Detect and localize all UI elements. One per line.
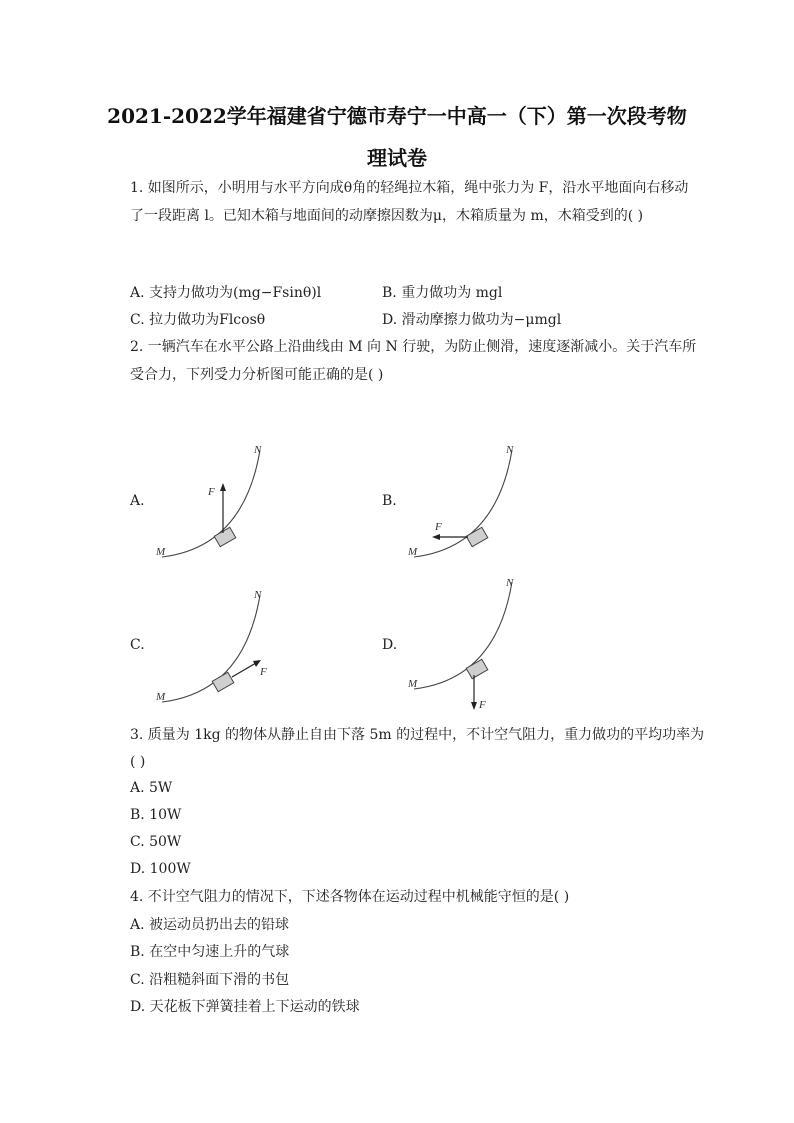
q4-option-c: C. 沿粗糙斜面下滑的书包	[130, 972, 290, 988]
m-label: M	[408, 678, 418, 690]
q3-stem-line1: 3. 质量为 1kg 的物体从静止自由下落 5m 的过程中，不计空气阻力，重力做功的平均功率为	[130, 727, 705, 743]
q2-figure-d	[402, 577, 532, 717]
f-label: F	[208, 486, 215, 498]
q2-option-b-label: B.	[382, 493, 397, 509]
q4-option-a: A. 被运动员扔出去的铅球	[130, 917, 290, 933]
n-label: N	[506, 577, 514, 589]
q1-option-d: D. 滑动摩擦力做功为−μmgl	[382, 312, 562, 328]
q2-figure-c	[150, 585, 280, 715]
q1-stem-line1: 1. 如图所示，小明用与水平方向成θ角的轻绳拉木箱，绳中张力为 F，沿水平地面向右移动	[130, 180, 689, 196]
q1-option-c: C. 拉力做功为Flcosθ	[130, 312, 266, 328]
q1-option-a: A. 支持力做功为(mg−Fsinθ)l	[130, 285, 322, 301]
q3-option-b: B. 10W	[130, 807, 182, 823]
q2-option-a-label: A.	[130, 493, 145, 509]
q3-option-d: D. 100W	[130, 861, 191, 877]
q3-stem-line2: ( )	[130, 754, 146, 770]
f-label: F	[260, 666, 267, 678]
q2-figure-a	[150, 440, 280, 570]
q1-option-b: B. 重力做功为 mgl	[382, 285, 503, 301]
q4-option-d: D. 天花板下弹簧挂着上下运动的铁球	[130, 999, 360, 1015]
q4-stem: 4. 不计空气阻力的情况下，下述各物体在运动过程中机械能守恒的是( )	[130, 889, 570, 905]
q2-stem-line1: 2. 一辆汽车在水平公路上沿曲线由 M 向 N 行驶，为防止侧滑，速度逐渐减小。关于汽车所	[130, 339, 697, 355]
q2-option-d-label: D.	[382, 637, 398, 653]
m-label: M	[156, 691, 166, 703]
n-label: N	[506, 444, 514, 456]
q1-stem-line2: 了一段距离 l。已知木箱与地面间的动摩擦因数为μ，木箱质量为 m，木箱受到的( )	[130, 208, 644, 224]
q2-figure-b	[402, 440, 532, 570]
q4-option-b: B. 在空中匀速上升的气球	[130, 944, 290, 960]
q2-stem-line2: 受合力，下列受力分析图可能正确的是( )	[130, 367, 384, 383]
exam-title-line2: 理试卷	[367, 146, 427, 170]
n-label: N	[254, 589, 262, 601]
f-label: F	[479, 699, 486, 711]
m-label: M	[156, 546, 166, 558]
m-label: M	[408, 546, 418, 558]
q3-option-a: A. 5W	[130, 780, 173, 796]
q2-option-c-label: C.	[130, 637, 145, 653]
q3-option-c: C. 50W	[130, 834, 182, 850]
f-label: F	[435, 521, 442, 533]
exam-title-line1: 2021-2022学年福建省宁德市寿宁一中高一（下）第一次段考物	[107, 104, 687, 128]
n-label: N	[254, 444, 262, 456]
